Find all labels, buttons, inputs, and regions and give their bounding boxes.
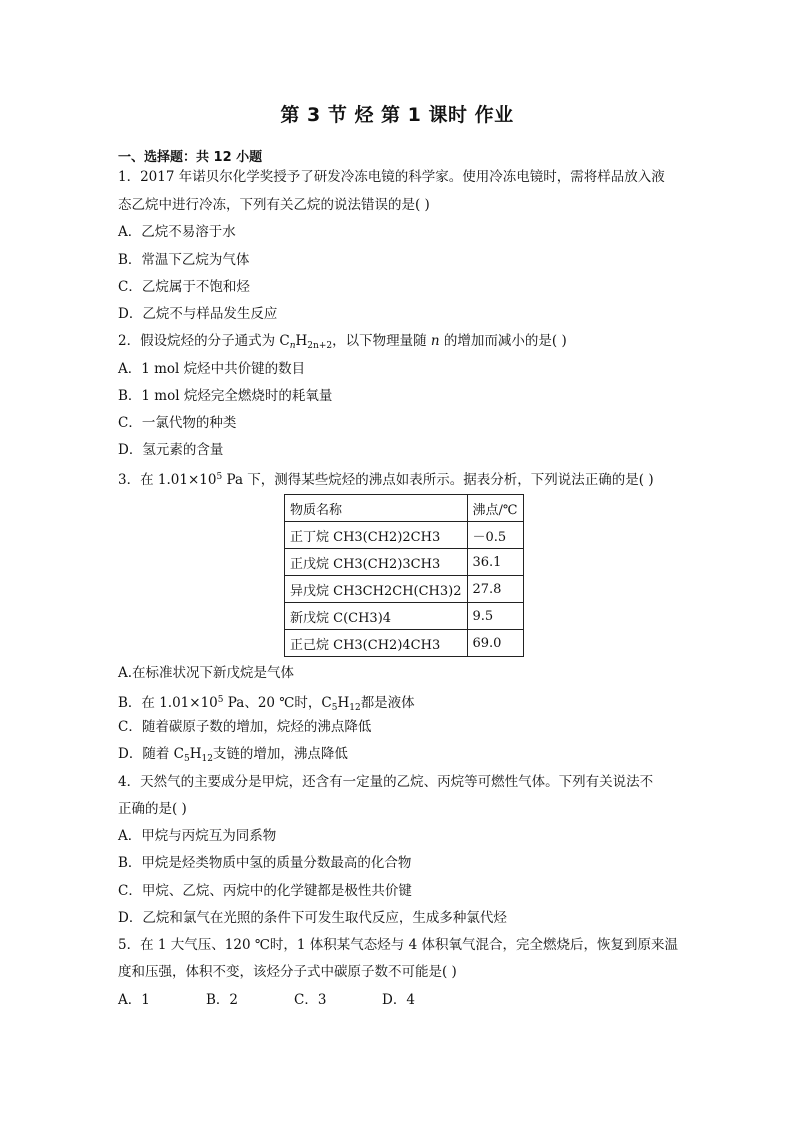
q3-b-sub1: 5 bbox=[331, 703, 338, 713]
q3-option-d bbox=[118, 745, 348, 768]
q2-option-d: D．氢元素的含量 bbox=[118, 442, 224, 458]
table-cell-name: 异戊烷 CH3CH2CH(CH3)2 bbox=[285, 576, 468, 603]
q1-option-c: C．乙烷属于不饱和烃 bbox=[118, 279, 250, 295]
q2-option-c: C．一氯代物的种类 bbox=[118, 415, 237, 431]
q1-option-a: A．乙烷不易溶于水 bbox=[118, 224, 236, 240]
q1-stem-line1: 1．2017 年诺贝尔化学奖授予了研发冷冻电镜的科学家。使用冷冻电镜时，需将样品放入液 bbox=[118, 169, 665, 185]
table-cell-bp: 27.8 bbox=[467, 576, 523, 603]
page-title: 第 3 节 烃 第 1 课时 作业 bbox=[280, 104, 514, 126]
table-cell-name: 正戊烷 CH3(CH2)3CH3 bbox=[285, 549, 468, 576]
table-row bbox=[285, 576, 524, 603]
q2-stem bbox=[118, 332, 567, 355]
table-cell-name: 新戊烷 C(CH3)4 bbox=[285, 603, 468, 630]
q3-option-c: C．随着碳原子数的增加，烷烃的沸点降低 bbox=[118, 719, 372, 735]
q3-stem-pre: 3．在 1.01×10 bbox=[118, 472, 217, 488]
q3-d-sub1: 5 bbox=[183, 754, 190, 764]
q3-exp: 5 bbox=[216, 472, 223, 482]
q1-stem-line2: 态乙烷中进行冷冻，下列有关乙烷的说法错误的是( ) bbox=[118, 197, 430, 213]
q4-stem-line2: 正确的是( ) bbox=[118, 801, 187, 817]
table-cell-bp: 69.0 bbox=[467, 630, 523, 657]
q4-option-c: C．甲烷、乙烷、丙烷中的化学键都是极性共价键 bbox=[118, 883, 412, 899]
table-header-name: 物质名称 bbox=[285, 495, 468, 522]
table-cell-bp: 9.5 bbox=[467, 603, 523, 630]
table-row bbox=[285, 522, 524, 549]
q5-stem-line2: 度和压强，体积不变，该烃分子式中碳原子数不可能是( ) bbox=[118, 964, 457, 980]
q5-option-b: B．2 bbox=[206, 992, 239, 1008]
table-header-row bbox=[285, 495, 524, 522]
table-row bbox=[285, 603, 524, 630]
q5-option-d: D．4 bbox=[382, 992, 415, 1008]
q3-b-sub2: 12 bbox=[349, 703, 361, 713]
section-heading: 一、选择题：共 12 小题 bbox=[118, 150, 263, 165]
q3-b-exp: 5 bbox=[217, 695, 224, 705]
q4-option-a: A．甲烷与丙烷互为同系物 bbox=[118, 828, 277, 844]
q2-stem-mid: ，以下物理量随 bbox=[332, 333, 431, 349]
q1-option-d: D．乙烷不与样品发生反应 bbox=[118, 306, 278, 322]
q2-option-a: A．1 mol 烷烃中共价键的数目 bbox=[118, 361, 306, 377]
table-row bbox=[285, 630, 524, 657]
q2-option-b: B．1 mol 烷烃完全燃烧时的耗氧量 bbox=[118, 388, 333, 404]
q3-b-h: H bbox=[337, 695, 350, 711]
q3-b-pre: B．在 1.01×10 bbox=[118, 695, 218, 711]
q3-stem bbox=[118, 468, 654, 489]
q3-d-post: 支链的增加，沸点降低 bbox=[212, 746, 348, 762]
boiling-point-table bbox=[284, 494, 524, 657]
q3-d-h: H bbox=[189, 746, 202, 762]
q2-sub-2n2: 2n+2 bbox=[307, 341, 333, 351]
q3-option-a: A.在标准状况下新戊烷是气体 bbox=[118, 665, 295, 681]
table-header-bp: 沸点/℃ bbox=[467, 495, 523, 522]
q1-option-b: B．常温下乙烷为气体 bbox=[118, 252, 250, 268]
q5-stem-line1: 5．在 1 大气压、120 ℃时，1 体积某气态烃与 4 体积氧气混合，完全燃烧后，恢复到原来温 bbox=[118, 937, 678, 953]
table-cell-bp: 36.1 bbox=[467, 549, 523, 576]
q4-stem-line1: 4．天然气的主要成分是甲烷，还含有一定量的乙烷、丙烷等可燃性气体。下列有关说法不 bbox=[118, 774, 654, 790]
q3-d-sub2: 12 bbox=[201, 754, 213, 764]
table-cell-name: 正己烷 CH3(CH2)4CH3 bbox=[285, 630, 468, 657]
q2-sub-n: n bbox=[289, 341, 296, 351]
q3-d-pre: D．随着 C bbox=[118, 746, 184, 762]
q5-option-a: A．1 bbox=[118, 992, 150, 1008]
table-cell-name: 正丁烷 CH3(CH2)2CH3 bbox=[285, 522, 468, 549]
q2-stem-post: 的增加而减小的是( ) bbox=[439, 333, 567, 349]
q3-stem-post: Pa 下，测得某些烷烃的沸点如表所示。据表分析，下列说法正确的是( ) bbox=[222, 472, 654, 488]
table-row bbox=[285, 549, 524, 576]
q3-option-b bbox=[118, 691, 415, 717]
q2-stem-pre: 2．假设烷烃的分子通式为 C bbox=[118, 333, 290, 349]
q3-b-post: 都是液体 bbox=[360, 695, 415, 711]
q5-option-c: C．3 bbox=[294, 992, 327, 1008]
q2-h: H bbox=[295, 333, 308, 349]
q4-option-b: B．甲烷是烃类物质中氢的质量分数最高的化合物 bbox=[118, 855, 412, 871]
table-cell-bp: －0.5 bbox=[467, 522, 523, 549]
q4-option-d: D．乙烷和氯气在光照的条件下可发生取代反应，生成多种氯代烃 bbox=[118, 910, 507, 926]
q2-var-n: n bbox=[430, 333, 440, 349]
q3-b-mid: Pa、20 ℃时，C bbox=[223, 695, 332, 711]
q5-options bbox=[118, 991, 415, 1009]
